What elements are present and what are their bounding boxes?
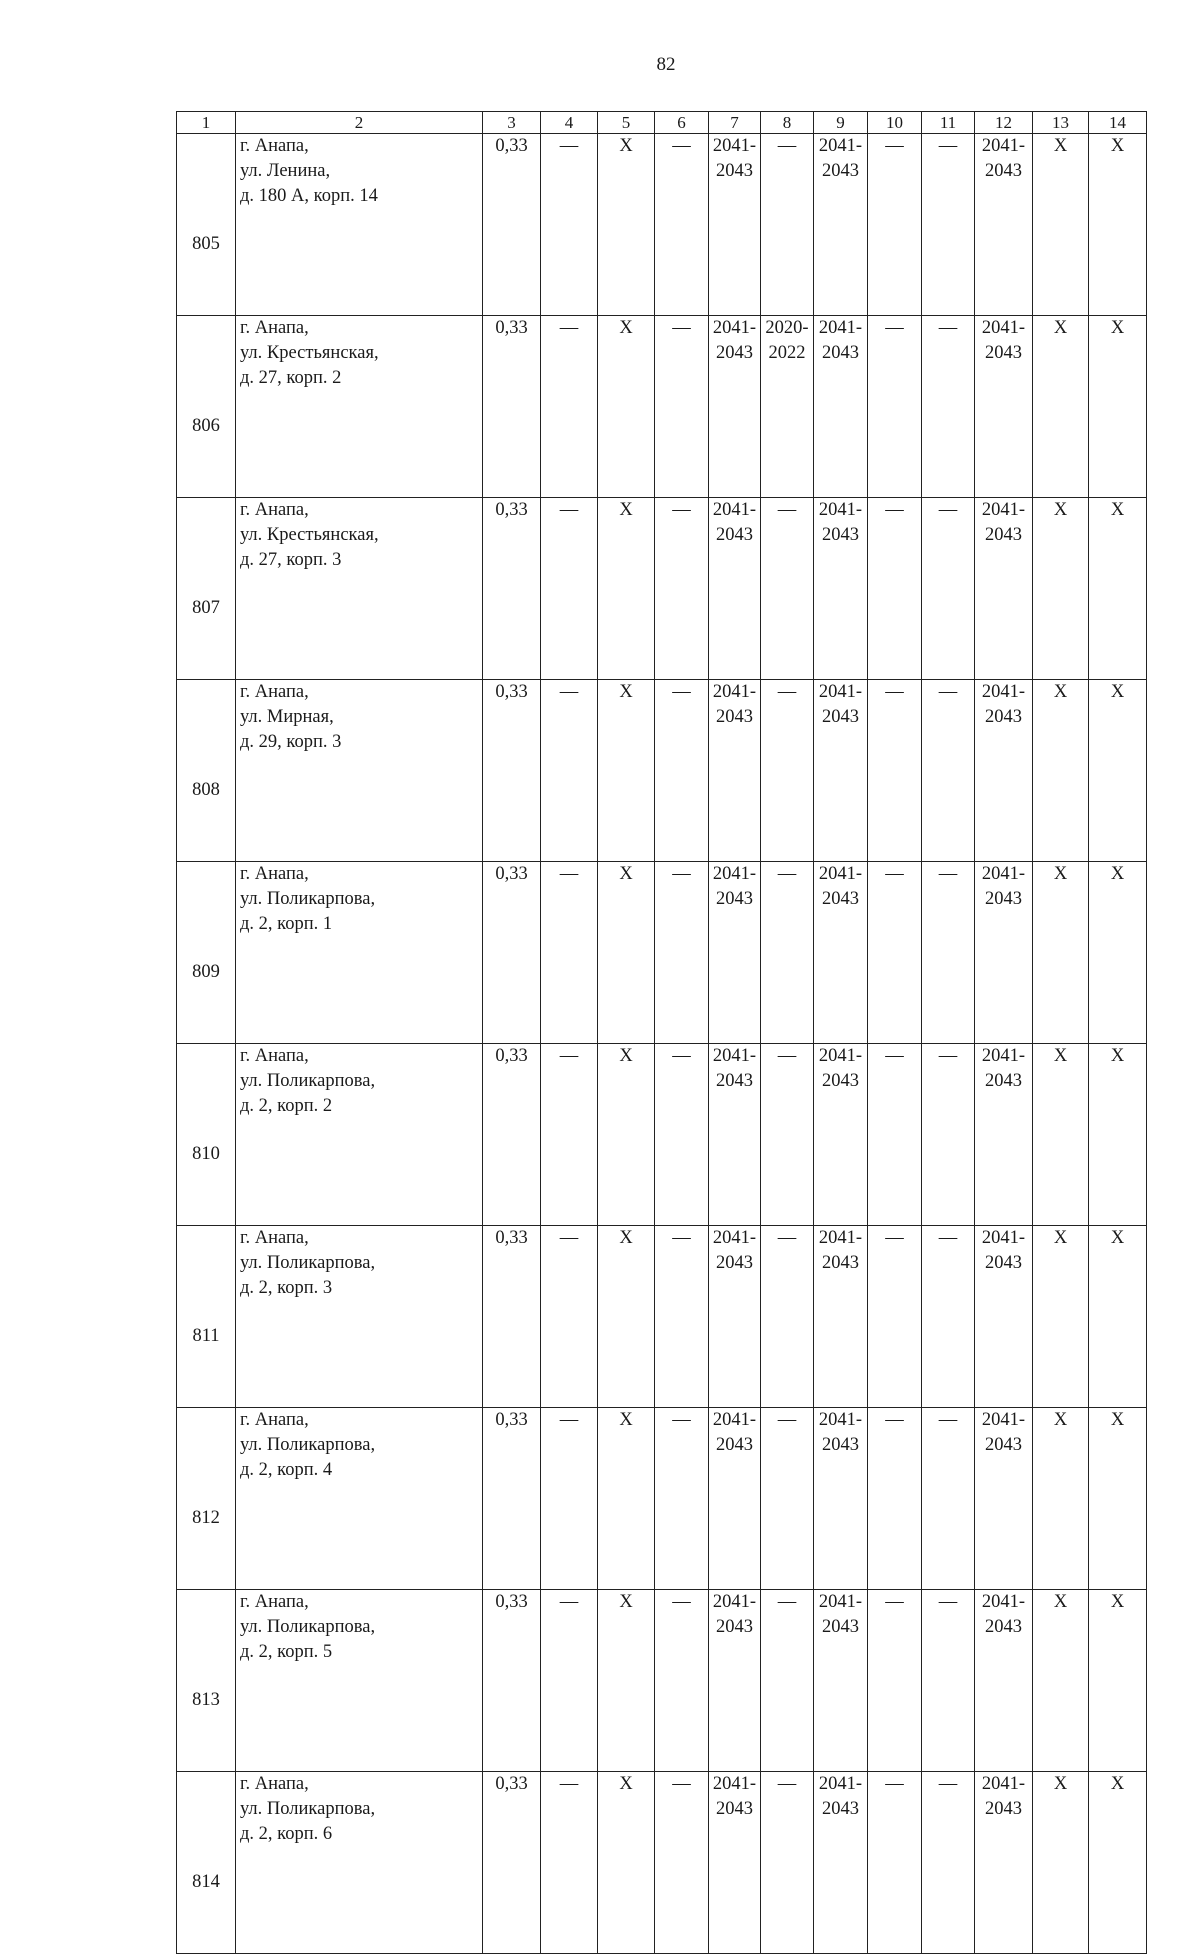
cell-col-6: — — [655, 134, 709, 316]
cell-col-12: 2041- 2043 — [975, 862, 1033, 1044]
table-row — [177, 1226, 1147, 1408]
cell-col-8: — — [761, 134, 814, 316]
cell-col-9: 2041- 2043 — [814, 1226, 868, 1408]
cell-col-10: — — [868, 680, 922, 862]
cell-col-5: X — [598, 862, 655, 1044]
address-cell — [236, 1044, 483, 1226]
row-number: 810 — [177, 1044, 236, 1226]
table-row — [177, 680, 1147, 862]
address-line: д. 27, корп. 3 — [240, 550, 342, 570]
cell-col-13: X — [1033, 134, 1089, 316]
cell-col-11: — — [922, 498, 975, 680]
cell-col-7: 2041- 2043 — [709, 134, 761, 316]
cell-col-6: — — [655, 680, 709, 862]
address-line: ул. Мирная, — [240, 707, 334, 727]
address-line: г. Анапа, — [240, 682, 309, 702]
address-cell — [236, 1226, 483, 1408]
cell-col-4: — — [541, 1044, 598, 1226]
cell-col-13: X — [1033, 1772, 1089, 1954]
cell-col-14: X — [1089, 1044, 1147, 1226]
cell-col-12: 2041- 2043 — [975, 1772, 1033, 1954]
table-row — [177, 1044, 1147, 1226]
address-line: г. Анапа, — [240, 1228, 309, 1248]
cell-col-13: X — [1033, 316, 1089, 498]
address-cell — [236, 498, 483, 680]
cell-col-12: 2041- 2043 — [975, 680, 1033, 862]
cell-col-4: — — [541, 316, 598, 498]
cell-col-10: — — [868, 134, 922, 316]
cell-col-8: — — [761, 498, 814, 680]
cell-col-4: — — [541, 1226, 598, 1408]
cell-col-7: 2041- 2043 — [709, 316, 761, 498]
cell-col-11: — — [922, 316, 975, 498]
address-line: г. Анапа, — [240, 136, 309, 156]
cell-col-5: X — [598, 1226, 655, 1408]
cell-col-11: — — [922, 134, 975, 316]
cell-col-3: 0,33 — [483, 134, 541, 316]
cell-col-9: 2041- 2043 — [814, 134, 868, 316]
cell-col-9: 2041- 2043 — [814, 1590, 868, 1772]
cell-col-7: 2041- 2043 — [709, 1226, 761, 1408]
address-line: д. 29, корп. 3 — [240, 732, 342, 752]
row-number: 811 — [177, 1226, 236, 1408]
cell-col-5: X — [598, 134, 655, 316]
cell-col-8: — — [761, 1590, 814, 1772]
cell-col-11: — — [922, 1226, 975, 1408]
cell-col-4: — — [541, 1590, 598, 1772]
address-line: ул. Поликарпова, — [240, 1071, 376, 1091]
row-number: 807 — [177, 498, 236, 680]
cell-col-9: 2041- 2043 — [814, 1772, 868, 1954]
table-row — [177, 316, 1147, 498]
cell-col-14: X — [1089, 316, 1147, 498]
cell-col-12: 2041- 2043 — [975, 1590, 1033, 1772]
cell-col-5: X — [598, 1772, 655, 1954]
address-cell — [236, 316, 483, 498]
cell-col-14: X — [1089, 498, 1147, 680]
cell-col-7: 2041- 2043 — [709, 498, 761, 680]
cell-col-14: X — [1089, 862, 1147, 1044]
address-cell — [236, 1772, 483, 1954]
cell-col-8: — — [761, 680, 814, 862]
cell-col-7: 2041- 2043 — [709, 1044, 761, 1226]
column-header: 5 — [598, 112, 655, 134]
cell-col-11: — — [922, 1590, 975, 1772]
cell-col-5: X — [598, 1408, 655, 1590]
cell-col-3: 0,33 — [483, 1590, 541, 1772]
cell-col-10: — — [868, 1408, 922, 1590]
address-cell — [236, 1590, 483, 1772]
cell-col-13: X — [1033, 680, 1089, 862]
cell-col-10: — — [868, 498, 922, 680]
column-header: 1 — [177, 112, 236, 134]
cell-col-8: — — [761, 1408, 814, 1590]
address-line: д. 2, корп. 2 — [240, 1096, 333, 1116]
column-header: 3 — [483, 112, 541, 134]
cell-col-14: X — [1089, 680, 1147, 862]
cell-col-6: — — [655, 1226, 709, 1408]
cell-col-13: X — [1033, 1044, 1089, 1226]
cell-col-3: 0,33 — [483, 1044, 541, 1226]
cell-col-14: X — [1089, 134, 1147, 316]
header-row — [177, 112, 1147, 134]
cell-col-4: — — [541, 1408, 598, 1590]
address-line: д. 2, корп. 5 — [240, 1642, 333, 1662]
cell-col-13: X — [1033, 498, 1089, 680]
cell-col-12: 2041- 2043 — [975, 316, 1033, 498]
column-header: 6 — [655, 112, 709, 134]
address-line: ул. Поликарпова, — [240, 1435, 376, 1455]
cell-col-14: X — [1089, 1772, 1147, 1954]
cell-col-12: 2041- 2043 — [975, 134, 1033, 316]
address-line: г. Анапа, — [240, 864, 309, 884]
address-line: д. 2, корп. 3 — [240, 1278, 333, 1298]
column-header: 13 — [1033, 112, 1089, 134]
cell-col-4: — — [541, 134, 598, 316]
cell-col-5: X — [598, 498, 655, 680]
column-header: 2 — [236, 112, 483, 134]
cell-col-12: 2041- 2043 — [975, 1044, 1033, 1226]
address-line: ул. Поликарпова, — [240, 1799, 376, 1819]
table-row — [177, 498, 1147, 680]
cell-col-10: — — [868, 1044, 922, 1226]
row-number: 813 — [177, 1590, 236, 1772]
address-cell — [236, 1408, 483, 1590]
cell-col-4: — — [541, 862, 598, 1044]
address-cell — [236, 134, 483, 316]
cell-col-13: X — [1033, 1226, 1089, 1408]
cell-col-13: X — [1033, 1408, 1089, 1590]
cell-col-9: 2041- 2043 — [814, 498, 868, 680]
cell-col-9: 2041- 2043 — [814, 1408, 868, 1590]
cell-col-8: — — [761, 1772, 814, 1954]
cell-col-4: — — [541, 1772, 598, 1954]
cell-col-12: 2041- 2043 — [975, 498, 1033, 680]
cell-col-13: X — [1033, 862, 1089, 1044]
address-line: д. 2, корп. 4 — [240, 1460, 333, 1480]
cell-col-6: — — [655, 1590, 709, 1772]
row-number: 814 — [177, 1772, 236, 1954]
page-number: 82 — [656, 54, 676, 75]
row-number: 806 — [177, 316, 236, 498]
column-header: 8 — [761, 112, 814, 134]
cell-col-5: X — [598, 680, 655, 862]
cell-col-5: X — [598, 1590, 655, 1772]
cell-col-11: — — [922, 862, 975, 1044]
table-row — [177, 1590, 1147, 1772]
cell-col-6: — — [655, 316, 709, 498]
address-line: г. Анапа, — [240, 1410, 309, 1430]
cell-col-3: 0,33 — [483, 680, 541, 862]
cell-col-10: — — [868, 316, 922, 498]
table-row — [177, 1408, 1147, 1590]
cell-col-11: — — [922, 1408, 975, 1590]
address-line: д. 180 А, корп. 14 — [240, 186, 378, 206]
column-header: 12 — [975, 112, 1033, 134]
column-header: 7 — [709, 112, 761, 134]
cell-col-3: 0,33 — [483, 1226, 541, 1408]
column-header: 10 — [868, 112, 922, 134]
cell-col-9: 2041- 2043 — [814, 1044, 868, 1226]
cell-col-5: X — [598, 316, 655, 498]
cell-col-10: — — [868, 1226, 922, 1408]
address-cell — [236, 862, 483, 1044]
cell-col-3: 0,33 — [483, 862, 541, 1044]
address-line: г. Анапа, — [240, 1046, 309, 1066]
cell-col-3: 0,33 — [483, 316, 541, 498]
row-number: 812 — [177, 1408, 236, 1590]
cell-col-6: — — [655, 1044, 709, 1226]
address-line: г. Анапа, — [240, 1774, 309, 1794]
cell-col-3: 0,33 — [483, 1772, 541, 1954]
cell-col-8: — — [761, 1044, 814, 1226]
column-header: 14 — [1089, 112, 1147, 134]
table-row — [177, 1772, 1147, 1954]
address-line: ул. Крестьянская, — [240, 525, 379, 545]
cell-col-3: 0,33 — [483, 1408, 541, 1590]
address-line: ул. Поликарпова, — [240, 1253, 376, 1273]
address-line: г. Анапа, — [240, 318, 309, 338]
cell-col-9: 2041- 2043 — [814, 680, 868, 862]
cell-col-4: — — [541, 498, 598, 680]
address-line: г. Анапа, — [240, 1592, 309, 1612]
cell-col-11: — — [922, 1044, 975, 1226]
cell-col-4: — — [541, 680, 598, 862]
cell-col-3: 0,33 — [483, 498, 541, 680]
cell-col-6: — — [655, 862, 709, 1044]
cell-col-6: — — [655, 1772, 709, 1954]
column-header: 4 — [541, 112, 598, 134]
row-number: 805 — [177, 134, 236, 316]
cell-col-11: — — [922, 680, 975, 862]
row-number: 808 — [177, 680, 236, 862]
address-line: г. Анапа, — [240, 500, 309, 520]
cell-col-12: 2041- 2043 — [975, 1408, 1033, 1590]
row-number: 809 — [177, 862, 236, 1044]
cell-col-5: X — [598, 1044, 655, 1226]
cell-col-13: X — [1033, 1590, 1089, 1772]
cell-col-12: 2041- 2043 — [975, 1226, 1033, 1408]
cell-col-6: — — [655, 1408, 709, 1590]
address-line: ул. Поликарпова, — [240, 889, 376, 909]
table-row — [177, 134, 1147, 316]
column-header: 11 — [922, 112, 975, 134]
address-line: д. 2, корп. 1 — [240, 914, 333, 934]
cell-col-6: — — [655, 498, 709, 680]
cell-col-7: 2041- 2043 — [709, 1408, 761, 1590]
cell-col-8: — — [761, 862, 814, 1044]
address-line: ул. Поликарпова, — [240, 1617, 376, 1637]
address-line: д. 2, корп. 6 — [240, 1824, 333, 1844]
cell-col-9: 2041- 2043 — [814, 316, 868, 498]
cell-col-8: 2020- 2022 — [761, 316, 814, 498]
cell-col-9: 2041- 2043 — [814, 862, 868, 1044]
cell-col-7: 2041- 2043 — [709, 680, 761, 862]
cell-col-7: 2041- 2043 — [709, 1772, 761, 1954]
column-header: 9 — [814, 112, 868, 134]
address-line: ул. Ленина, — [240, 161, 331, 181]
register-table — [176, 111, 1147, 1954]
cell-col-10: — — [868, 1772, 922, 1954]
cell-col-10: — — [868, 1590, 922, 1772]
cell-col-7: 2041- 2043 — [709, 1590, 761, 1772]
cell-col-14: X — [1089, 1226, 1147, 1408]
cell-col-8: — — [761, 1226, 814, 1408]
cell-col-7: 2041- 2043 — [709, 862, 761, 1044]
table-row — [177, 862, 1147, 1044]
cell-col-14: X — [1089, 1408, 1147, 1590]
cell-col-11: — — [922, 1772, 975, 1954]
cell-col-14: X — [1089, 1590, 1147, 1772]
address-line: ул. Крестьянская, — [240, 343, 379, 363]
cell-col-10: — — [868, 862, 922, 1044]
address-cell — [236, 680, 483, 862]
address-line: д. 27, корп. 2 — [240, 368, 342, 388]
